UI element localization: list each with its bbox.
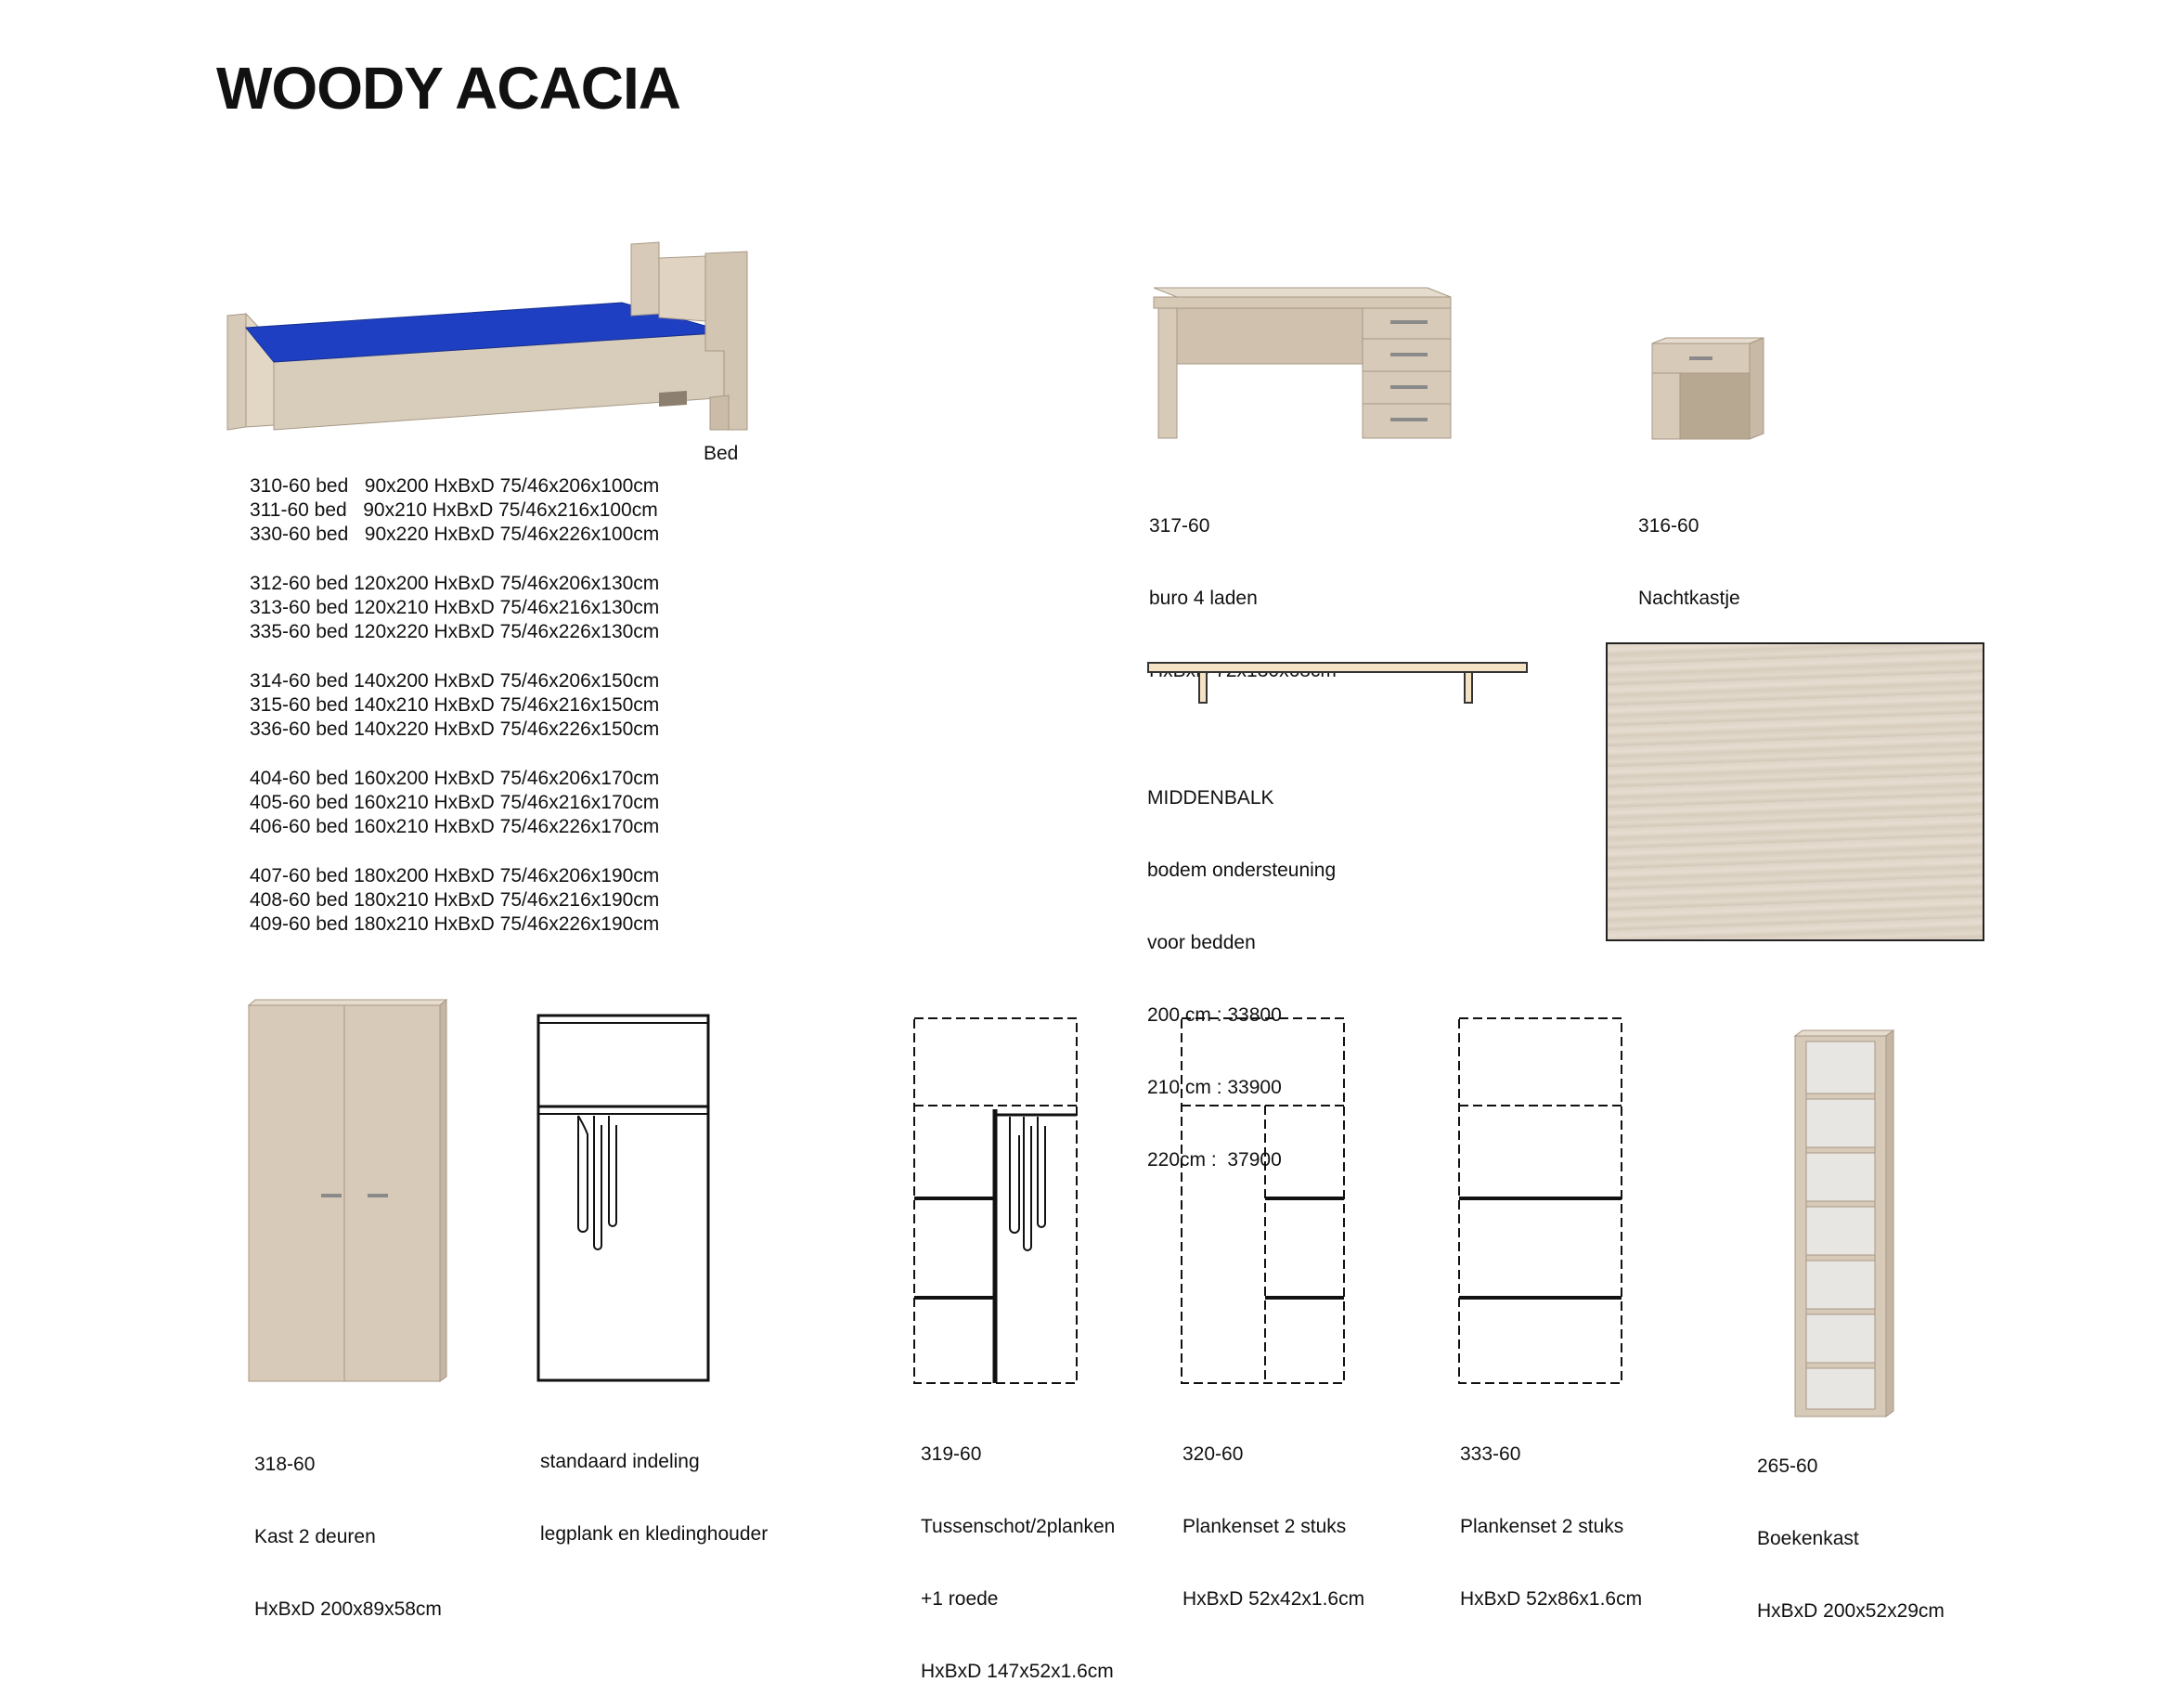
standard-layout-info [540, 1402, 768, 1571]
bed-variant: 336-60 bed 140x220 HxBxD 75/46x226x150cm [250, 718, 660, 740]
wardrobe-info [254, 1404, 442, 1646]
bed-variant: 335-60 bed 120x220 HxBxD 75/46x226x130cm [250, 621, 660, 642]
bed-variant: 404-60 bed 160x200 HxBxD 75/46x206x170cm [250, 768, 660, 789]
bed-variant: 311-60 bed 90x210 HxBxD 75/46x216x100cm [250, 499, 658, 521]
partition-info [921, 1394, 1115, 1708]
wardrobe-image [247, 998, 449, 1388]
middenbalk-size-210: 210 cm : 33900 [1147, 1077, 1282, 1098]
bed-variant: 408-60 bed 180x210 HxBxD 75/46x216x190cm [250, 889, 660, 911]
shelfset-small-name: Plankenset 2 stuks [1182, 1516, 1347, 1537]
shelfset-large-drawing [1457, 1016, 1624, 1388]
bookcase-dims: HxBxD 200x52x29cm [1757, 1600, 1945, 1622]
shelfset-small-drawing [1180, 1016, 1347, 1388]
bookcase-image [1793, 1029, 1897, 1418]
nightstand-name: Nachtkastje [1638, 588, 1740, 609]
shelfset-large-name: Plankenset 2 stuks [1460, 1516, 1624, 1537]
standard-layout-line-1: standaard indeling [540, 1451, 700, 1472]
middenbalk-desc-2: voor bedden [1147, 932, 1256, 953]
wood-texture-swatch [1606, 642, 1984, 941]
wardrobe-name: Kast 2 deuren [254, 1526, 376, 1547]
bookcase-info [1757, 1406, 1945, 1648]
partition-dims: HxBxD 147x52x1.6cm [921, 1661, 1114, 1682]
bookcase-code: 265-60 [1757, 1456, 1818, 1477]
bed-variant: 312-60 bed 120x200 HxBxD 75/46x206x130cm [250, 573, 660, 594]
bed-variant: 409-60 bed 180x210 HxBxD 75/46x226x190cm [250, 913, 660, 935]
desk-image [1149, 283, 1455, 441]
partition-code: 319-60 [921, 1443, 982, 1465]
partition-extra: +1 roede [921, 1588, 999, 1610]
page-title: WOODY ACACIA [216, 55, 680, 122]
partition-name: Tussenschot/2planken [921, 1516, 1116, 1537]
bed-variant: 314-60 bed 140x200 HxBxD 75/46x206x150cm [250, 670, 660, 692]
middenbalk-name: MIDDENBALK [1147, 787, 1274, 809]
nightstand-image [1648, 336, 1768, 443]
shelfset-small-code: 320-60 [1182, 1443, 1244, 1465]
bed-variant: 407-60 bed 180x200 HxBxD 75/46x206x190cm [250, 865, 660, 886]
shelfset-large-code: 333-60 [1460, 1443, 1521, 1465]
wardrobe-dims: HxBxD 200x89x58cm [254, 1598, 442, 1620]
nightstand-code: 316-60 [1638, 515, 1699, 537]
middenbalk-size-200: 200 cm : 33800 [1147, 1004, 1282, 1026]
bed-variant: 330-60 bed 90x220 HxBxD 75/46x226x100cm [250, 524, 660, 545]
bed-variant: 315-60 bed 140x210 HxBxD 75/46x216x150cm [250, 694, 660, 716]
bed-variant: 313-60 bed 120x210 HxBxD 75/46x216x130cm [250, 597, 660, 618]
shelfset-large-dims: HxBxD 52x86x1.6cm [1460, 1588, 1643, 1610]
bookcase-name: Boekenkast [1757, 1528, 1859, 1549]
shelfset-large-info [1460, 1394, 1642, 1636]
bed-image [223, 239, 761, 434]
bed-variant: 406-60 bed 160x210 HxBxD 75/46x226x170cm [250, 816, 660, 837]
standard-layout-line-2: legplank en kledinghouder [540, 1523, 769, 1545]
middenbalk-desc-1: bodem ondersteuning [1147, 860, 1337, 881]
middenbalk-size-220: 220cm : 37900 [1147, 1149, 1282, 1171]
shelfset-small-dims: HxBxD 52x42x1.6cm [1182, 1588, 1365, 1610]
bed-variant: 405-60 bed 160x210 HxBxD 75/46x216x170cm [250, 792, 660, 813]
wardrobe-code: 318-60 [254, 1454, 316, 1475]
bed-variant: 310-60 bed 90x200 HxBxD 75/46x206x100cm [250, 475, 660, 497]
middenbalk-image [1146, 661, 1529, 717]
standard-layout-drawing [536, 1014, 713, 1385]
bed-label: Bed [704, 443, 739, 464]
partition-drawing [912, 1016, 1079, 1388]
shelfset-small-info [1182, 1394, 1364, 1636]
desk-name: buro 4 laden [1149, 588, 1258, 609]
desk-code: 317-60 [1149, 515, 1210, 537]
bed-variant-list [250, 474, 659, 937]
